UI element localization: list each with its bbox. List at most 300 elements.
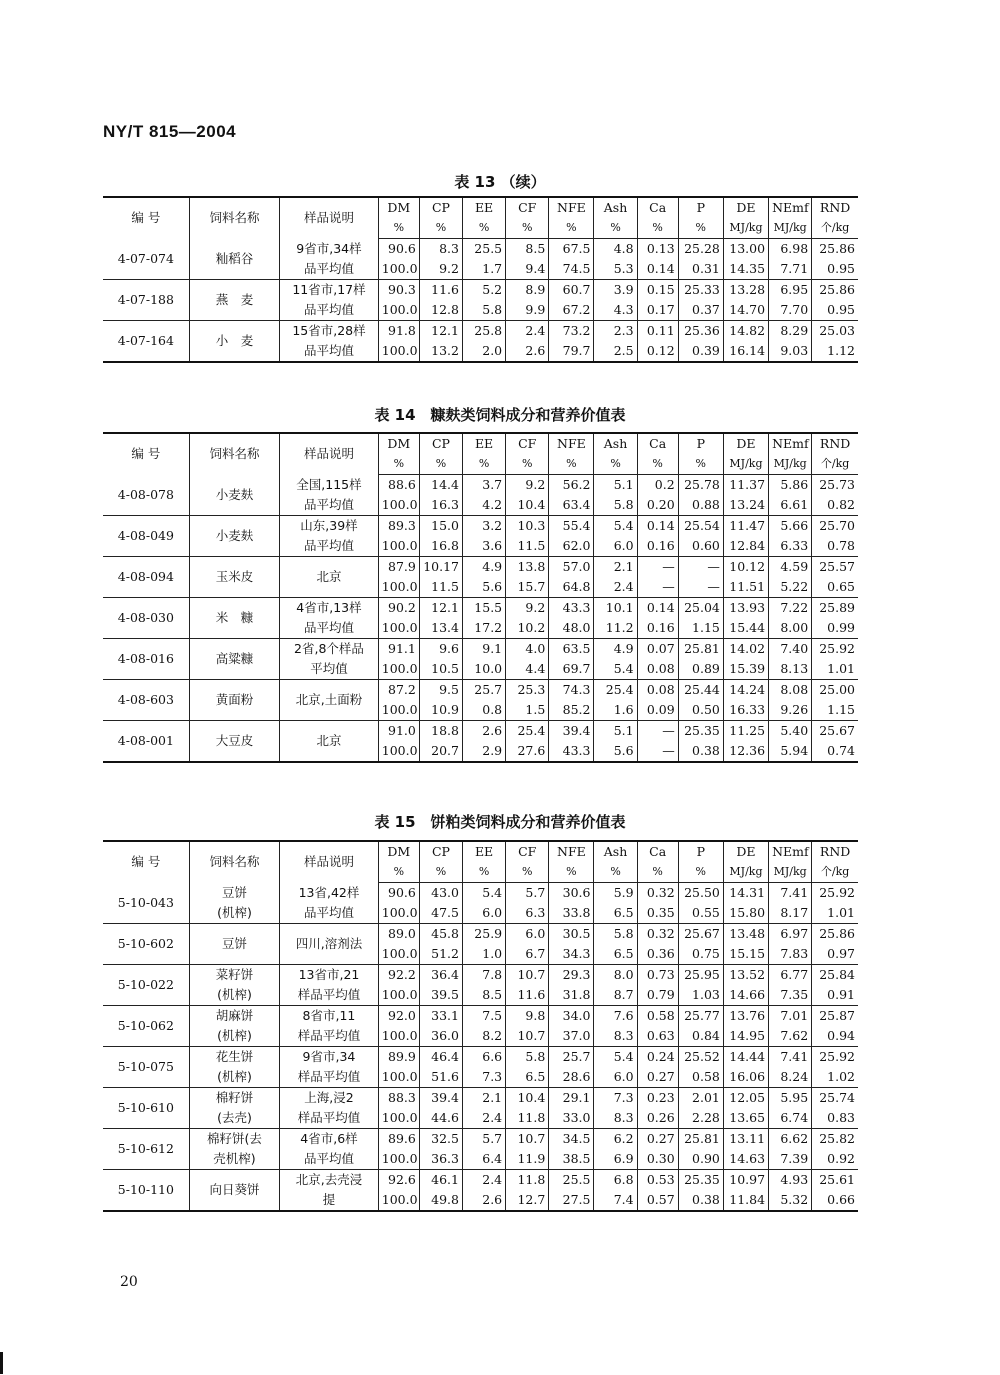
column-unit: 个/kg	[812, 862, 858, 883]
value-cell: 0.58	[637, 1006, 678, 1027]
column-unit: MJ/kg	[723, 454, 768, 475]
value-cell: 5.1	[594, 475, 637, 496]
column-header: 样品说明	[280, 841, 379, 883]
value-cell: 43.0	[419, 883, 462, 904]
column-unit: MJ/kg	[769, 454, 812, 475]
value-cell: 57.0	[549, 557, 594, 578]
sample-description-continued: 样品平均值	[280, 1026, 379, 1047]
value-cell: 14.70	[723, 300, 768, 321]
value-cell: 0.55	[678, 903, 723, 924]
sample-description: 11省市,17样	[280, 280, 379, 301]
column-unit: %	[419, 862, 462, 883]
value-cell: 0.50	[678, 700, 723, 721]
value-cell: 2.6	[463, 1190, 506, 1211]
value-cell: 100.0	[378, 300, 419, 321]
value-cell: 8.9	[506, 280, 549, 301]
value-cell: 56.2	[549, 475, 594, 496]
value-cell: 9.4	[506, 259, 549, 280]
sample-description: 上海,浸2	[280, 1088, 379, 1109]
value-cell: 7.83	[769, 944, 812, 965]
sample-description-continued: 样品平均值	[280, 1108, 379, 1129]
value-cell: 5.6	[594, 741, 637, 762]
value-cell: 3.9	[594, 280, 637, 301]
column-header: 编 号	[103, 841, 189, 883]
value-cell: 11.2	[594, 618, 637, 639]
table-row	[103, 239, 858, 260]
value-cell: 25.92	[812, 639, 858, 660]
value-cell: 1.12	[812, 341, 858, 362]
value-cell: 16.14	[723, 341, 768, 362]
value-cell: 7.8	[463, 965, 506, 986]
value-cell: 5.4	[463, 883, 506, 904]
value-cell: 0.30	[637, 1149, 678, 1170]
value-cell: 5.8	[506, 1047, 549, 1068]
value-cell: 0.91	[812, 985, 858, 1006]
scan-edge-mark	[0, 1352, 3, 1374]
value-cell: 49.8	[419, 1190, 462, 1211]
value-cell: 1.02	[812, 1067, 858, 1088]
value-cell: 37.0	[549, 1026, 594, 1047]
value-cell: 25.86	[812, 239, 858, 260]
value-cell: 0.24	[637, 1047, 678, 1068]
value-cell: 91.1	[378, 639, 419, 660]
value-cell: 100.0	[378, 985, 419, 1006]
value-cell: 13.28	[723, 280, 768, 301]
value-cell: 0.08	[637, 680, 678, 701]
feed-name: 小麦麸	[189, 516, 279, 557]
value-cell: 7.35	[769, 985, 812, 1006]
feed-code: 5-10-610	[103, 1088, 189, 1129]
sample-description-continued: 品平均值	[280, 903, 379, 924]
table-row	[103, 1067, 858, 1088]
value-cell: 46.4	[419, 1047, 462, 1068]
value-cell: 0.37	[678, 300, 723, 321]
value-cell: 0.27	[637, 1067, 678, 1088]
value-cell: 92.6	[378, 1170, 419, 1191]
value-cell: 6.7	[506, 944, 549, 965]
value-cell: 10.17	[419, 557, 462, 578]
value-cell: 10.7	[506, 965, 549, 986]
value-cell: 25.04	[678, 598, 723, 619]
value-cell: 8.5	[506, 239, 549, 260]
value-cell: 0.17	[637, 300, 678, 321]
value-cell: 100.0	[378, 259, 419, 280]
value-cell: 25.8	[463, 321, 506, 342]
value-cell: 5.4	[594, 516, 637, 537]
column-header: NEmf	[769, 841, 812, 862]
value-cell: 2.4	[506, 321, 549, 342]
table-15-caption: 表 15 饼粕类饲料成分和营养价值表	[374, 813, 626, 831]
feed-code: 4-08-001	[103, 721, 189, 763]
feed-name: 小麦麸	[189, 475, 279, 516]
value-cell: 0.82	[812, 495, 858, 516]
table-row	[103, 1108, 858, 1129]
value-cell: 25.77	[678, 1006, 723, 1027]
table-row	[103, 1129, 858, 1150]
value-cell: 2.4	[463, 1108, 506, 1129]
value-cell: 6.6	[463, 1047, 506, 1068]
value-cell: 100.0	[378, 741, 419, 762]
value-cell: 10.12	[723, 557, 768, 578]
value-cell: 0.14	[637, 598, 678, 619]
value-cell: 29.1	[549, 1088, 594, 1109]
feed-code: 5-10-043	[103, 883, 189, 924]
value-cell: 0.26	[637, 1108, 678, 1129]
column-unit: %	[378, 454, 419, 475]
value-cell: 0.15	[637, 280, 678, 301]
table-row	[103, 1170, 858, 1191]
column-unit: MJ/kg	[723, 862, 768, 883]
value-cell: 44.6	[419, 1108, 462, 1129]
value-cell: 5.2	[463, 280, 506, 301]
value-cell: 4.9	[594, 639, 637, 660]
value-cell: 10.97	[723, 1170, 768, 1191]
value-cell: 9.2	[419, 259, 462, 280]
value-cell: 8.29	[769, 321, 812, 342]
value-cell: 88.6	[378, 475, 419, 496]
value-cell: 25.35	[678, 1170, 723, 1191]
value-cell: 4.4	[506, 659, 549, 680]
value-cell: 9.5	[419, 680, 462, 701]
column-header: CF	[506, 841, 549, 862]
value-cell: 0.95	[812, 300, 858, 321]
value-cell: 0.53	[637, 1170, 678, 1191]
value-cell: 1.15	[678, 618, 723, 639]
value-cell: 8.13	[769, 659, 812, 680]
value-cell: 11.9	[506, 1149, 549, 1170]
value-cell: 10.4	[506, 1088, 549, 1109]
value-cell: 10.1	[594, 598, 637, 619]
value-cell: 10.2	[506, 618, 549, 639]
value-cell: 7.01	[769, 1006, 812, 1027]
value-cell: 7.41	[769, 1047, 812, 1068]
value-cell: 14.66	[723, 985, 768, 1006]
value-cell: 34.0	[549, 1006, 594, 1027]
value-cell: 14.95	[723, 1026, 768, 1047]
value-cell: 6.9	[594, 1149, 637, 1170]
value-cell: 0.38	[678, 1190, 723, 1211]
feed-code: 4-08-049	[103, 516, 189, 557]
value-cell: 4.8	[594, 239, 637, 260]
value-cell: 10.7	[506, 1026, 549, 1047]
value-cell: 2.5	[594, 341, 637, 362]
value-cell: 1.01	[812, 903, 858, 924]
value-cell: 79.7	[549, 341, 594, 362]
value-cell: 0.2	[637, 475, 678, 496]
value-cell: 6.95	[769, 280, 812, 301]
column-unit: %	[506, 862, 549, 883]
value-cell: 1.5	[506, 700, 549, 721]
value-cell: 10.0	[463, 659, 506, 680]
value-cell: 8.00	[769, 618, 812, 639]
value-cell: 4.93	[769, 1170, 812, 1191]
feed-code: 4-07-188	[103, 280, 189, 321]
value-cell: 36.0	[419, 1026, 462, 1047]
value-cell: 3.7	[463, 475, 506, 496]
value-cell: 8.17	[769, 903, 812, 924]
value-cell: 2.28	[678, 1108, 723, 1129]
table-row	[103, 924, 858, 945]
column-unit: 个/kg	[812, 218, 858, 239]
column-header: 样品说明	[280, 197, 379, 239]
value-cell: 15.5	[463, 598, 506, 619]
column-unit: %	[419, 218, 462, 239]
value-cell: 25.54	[678, 516, 723, 537]
value-cell: 6.0	[463, 903, 506, 924]
value-cell: 89.6	[378, 1129, 419, 1150]
table-row	[103, 280, 858, 301]
value-cell: 4.2	[463, 495, 506, 516]
value-cell: 43.3	[549, 598, 594, 619]
value-cell: 25.5	[549, 1170, 594, 1191]
value-cell: 100.0	[378, 618, 419, 639]
value-cell: 2.6	[506, 341, 549, 362]
value-cell: 7.5	[463, 1006, 506, 1027]
value-cell: 0.92	[812, 1149, 858, 1170]
value-cell: 0.32	[637, 924, 678, 945]
table-row	[103, 1047, 858, 1068]
value-cell: 5.94	[769, 741, 812, 762]
value-cell: 0.31	[678, 259, 723, 280]
value-cell: 39.5	[419, 985, 462, 1006]
table-row	[103, 516, 858, 537]
column-unit: %	[594, 862, 637, 883]
value-cell: 55.4	[549, 516, 594, 537]
value-cell: 25.84	[812, 965, 858, 986]
column-header: NEmf	[769, 197, 812, 218]
value-cell: 100.0	[378, 495, 419, 516]
value-cell: 0.63	[637, 1026, 678, 1047]
value-cell: 6.33	[769, 536, 812, 557]
value-cell: 15.7	[506, 577, 549, 598]
value-cell: 17.2	[463, 618, 506, 639]
value-cell: 25.57	[812, 557, 858, 578]
value-cell: 6.61	[769, 495, 812, 516]
sample-description-continued: 样品平均值	[280, 1067, 379, 1088]
value-cell: 25.70	[812, 516, 858, 537]
value-cell: 0.78	[812, 536, 858, 557]
page-number: 20	[120, 1274, 138, 1290]
feed-name: 棉籽饼	[189, 1088, 279, 1109]
value-cell: 9.6	[419, 639, 462, 660]
value-cell: 7.4	[594, 1190, 637, 1211]
value-cell: 0.14	[637, 259, 678, 280]
value-cell: 0.32	[637, 883, 678, 904]
value-cell: 25.92	[812, 883, 858, 904]
value-cell: 46.1	[419, 1170, 462, 1191]
value-cell: 0.88	[678, 495, 723, 516]
value-cell: 100.0	[378, 1026, 419, 1047]
value-cell: 100.0	[378, 1108, 419, 1129]
column-header: Ca	[637, 433, 678, 454]
value-cell: 13.2	[419, 341, 462, 362]
value-cell: 25.7	[549, 1047, 594, 1068]
value-cell: 25.5	[463, 239, 506, 260]
value-cell: 92.0	[378, 1006, 419, 1027]
value-cell: 9.26	[769, 700, 812, 721]
value-cell: 100.0	[378, 903, 419, 924]
value-cell: —	[637, 557, 678, 578]
value-cell: 6.98	[769, 239, 812, 260]
value-cell: 0.09	[637, 700, 678, 721]
value-cell: 15.0	[419, 516, 462, 537]
value-cell: 1.0	[463, 944, 506, 965]
feed-code: 5-10-022	[103, 965, 189, 1006]
column-header: RND	[812, 841, 858, 862]
value-cell: 13.8	[506, 557, 549, 578]
sample-description: 4省市,13样	[280, 598, 379, 619]
column-header: 饲料名称	[189, 433, 279, 475]
value-cell: 0.36	[637, 944, 678, 965]
value-cell: 12.1	[419, 321, 462, 342]
column-header: EE	[463, 433, 506, 454]
value-cell: 64.8	[549, 577, 594, 598]
value-cell: 6.97	[769, 924, 812, 945]
value-cell: 36.3	[419, 1149, 462, 1170]
feed-name-continued: (机榨)	[189, 903, 279, 924]
value-cell: 74.5	[549, 259, 594, 280]
value-cell: 13.48	[723, 924, 768, 945]
value-cell: 15.39	[723, 659, 768, 680]
value-cell: 5.7	[506, 883, 549, 904]
value-cell: 39.4	[419, 1088, 462, 1109]
value-cell: 33.0	[549, 1108, 594, 1129]
value-cell: 100.0	[378, 1149, 419, 1170]
value-cell: 0.8	[463, 700, 506, 721]
table-row	[103, 639, 858, 660]
value-cell: 100.0	[378, 944, 419, 965]
value-cell: 12.05	[723, 1088, 768, 1109]
column-header: P	[678, 841, 723, 862]
value-cell: 5.8	[594, 924, 637, 945]
value-cell: 4.3	[594, 300, 637, 321]
table-row	[103, 965, 858, 986]
value-cell: 11.25	[723, 721, 768, 742]
value-cell: 0.73	[637, 965, 678, 986]
value-cell: 2.4	[463, 1170, 506, 1191]
feed-code: 5-10-075	[103, 1047, 189, 1088]
column-header: DM	[378, 197, 419, 218]
sample-description: 4省市,6样	[280, 1129, 379, 1150]
column-header: Ca	[637, 841, 678, 862]
column-unit: 个/kg	[812, 454, 858, 475]
value-cell: 100.0	[378, 577, 419, 598]
value-cell: 27.5	[549, 1190, 594, 1211]
value-cell: 62.0	[549, 536, 594, 557]
value-cell: 0.97	[812, 944, 858, 965]
value-cell: 25.44	[678, 680, 723, 701]
sample-description: 北京	[280, 557, 379, 598]
value-cell: 3.6	[463, 536, 506, 557]
value-cell: 6.5	[594, 903, 637, 924]
value-cell: 13.52	[723, 965, 768, 986]
value-cell: 43.3	[549, 741, 594, 762]
value-cell: 8.08	[769, 680, 812, 701]
value-cell: 8.3	[594, 1108, 637, 1129]
value-cell: 4.0	[506, 639, 549, 660]
value-cell: 0.23	[637, 1088, 678, 1109]
value-cell: 5.8	[463, 300, 506, 321]
value-cell: 12.8	[419, 300, 462, 321]
sample-description: 13省,42样	[280, 883, 379, 904]
column-header: CF	[506, 197, 549, 218]
column-unit: %	[419, 454, 462, 475]
value-cell: 4.9	[463, 557, 506, 578]
sample-description: 北京	[280, 721, 379, 763]
feed-code: 5-10-602	[103, 924, 189, 965]
standard-number: NY/T 815—2004	[103, 122, 237, 141]
feed-name-continued: (机榨)	[189, 1067, 279, 1088]
sample-description-continued: 品平均值	[280, 536, 379, 557]
sample-description: 全国,115样	[280, 475, 379, 496]
value-cell: 25.3	[506, 680, 549, 701]
value-cell: —	[637, 577, 678, 598]
column-unit: %	[549, 862, 594, 883]
value-cell: 9.1	[463, 639, 506, 660]
value-cell: 0.08	[637, 659, 678, 680]
column-unit: MJ/kg	[769, 218, 812, 239]
value-cell: 5.32	[769, 1190, 812, 1211]
feed-code: 4-08-030	[103, 598, 189, 639]
value-cell: 25.81	[678, 1129, 723, 1150]
value-cell: 7.6	[594, 1006, 637, 1027]
table-row	[103, 1088, 858, 1109]
feed-name: 米 糠	[189, 598, 279, 639]
value-cell: 13.76	[723, 1006, 768, 1027]
value-cell: 7.3	[463, 1067, 506, 1088]
value-cell: 91.0	[378, 721, 419, 742]
value-cell: 87.9	[378, 557, 419, 578]
value-cell: 73.2	[549, 321, 594, 342]
feed-name-continued: (去壳)	[189, 1108, 279, 1129]
value-cell: 1.7	[463, 259, 506, 280]
column-header: 饲料名称	[189, 841, 279, 883]
value-cell: 88.3	[378, 1088, 419, 1109]
value-cell: 25.36	[678, 321, 723, 342]
column-header: CP	[419, 433, 462, 454]
value-cell: 14.63	[723, 1149, 768, 1170]
value-cell: 25.03	[812, 321, 858, 342]
value-cell: 100.0	[378, 700, 419, 721]
column-header: DE	[723, 841, 768, 862]
value-cell: 25.82	[812, 1129, 858, 1150]
column-header: Ca	[637, 197, 678, 218]
value-cell: 2.01	[678, 1088, 723, 1109]
value-cell: 9.2	[506, 475, 549, 496]
value-cell: 11.6	[506, 985, 549, 1006]
value-cell: 25.78	[678, 475, 723, 496]
value-cell: 9.8	[506, 1006, 549, 1027]
sample-description: 8省市,11	[280, 1006, 379, 1027]
value-cell: 1.15	[812, 700, 858, 721]
column-header: CP	[419, 841, 462, 862]
value-cell: 25.95	[678, 965, 723, 986]
value-cell: 25.50	[678, 883, 723, 904]
value-cell: 2.4	[594, 577, 637, 598]
value-cell: 100.0	[378, 1067, 419, 1088]
value-cell: 2.9	[463, 741, 506, 762]
value-cell: 0.99	[812, 618, 858, 639]
value-cell: 11.5	[419, 577, 462, 598]
value-cell: 89.0	[378, 924, 419, 945]
feed-name-continued: (机榨)	[189, 1026, 279, 1047]
column-unit: %	[463, 218, 506, 239]
value-cell: 0.07	[637, 639, 678, 660]
table-row	[103, 1006, 858, 1027]
value-cell: 100.0	[378, 659, 419, 680]
feed-name: 胡麻饼	[189, 1006, 279, 1027]
value-cell: 16.33	[723, 700, 768, 721]
